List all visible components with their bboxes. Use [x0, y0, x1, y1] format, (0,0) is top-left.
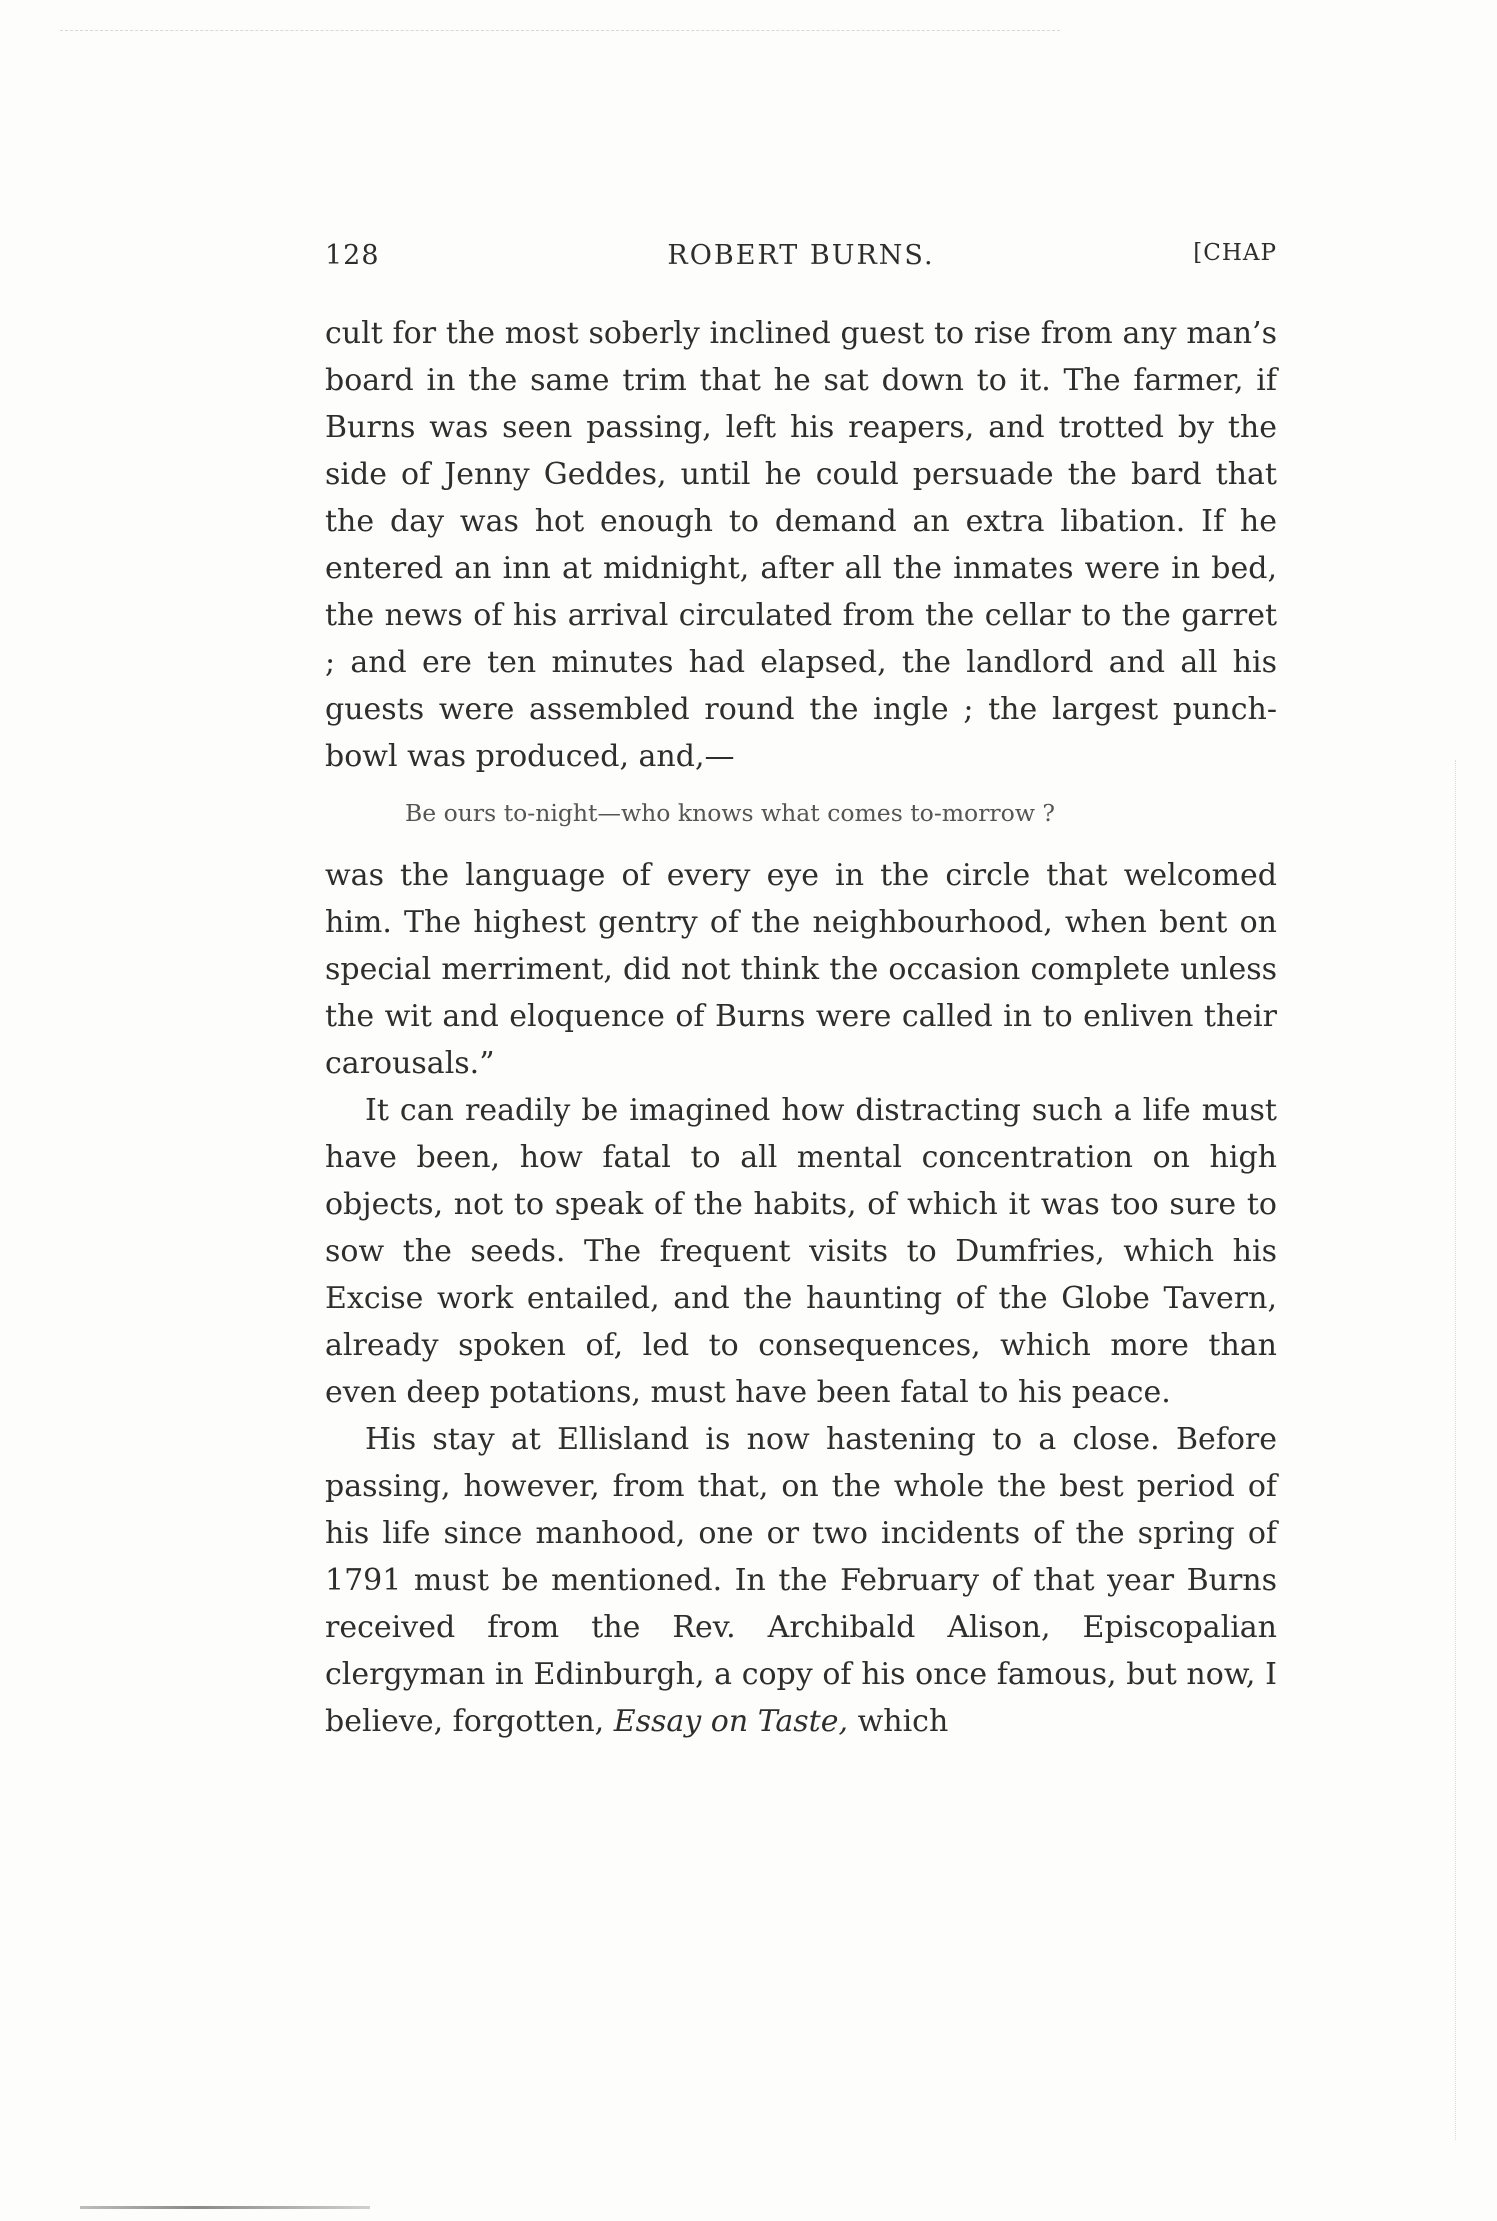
paragraph-4-end: which [857, 1704, 949, 1739]
chapter-mark: [CHAP [1193, 240, 1277, 266]
book-title: ROBERT BURNS. [667, 240, 935, 271]
body-text [325, 310, 1277, 1745]
paragraph-4 [325, 1416, 1277, 1745]
scan-artifact-top [60, 30, 1060, 33]
scan-artifact-bottom [80, 2206, 370, 2209]
paragraph-4-text: His stay at Ellisland is now hastening to a close. Before passing, however, from that, on the whole the best period of his life since manhood, one or two incidents of the spring of 1791 must be mentioned. In the February of that year Burns received from the Rev. Archibald Alison, Episcopalian clergyman in Edinburgh, a copy of his once famous, but now, I believe, forgotten, [325, 1422, 1277, 1739]
scan-artifact-right [1455, 760, 1457, 2140]
essay-title: Essay on Taste, [613, 1704, 849, 1739]
page-number: 128 [325, 240, 380, 271]
verse-quote: Be ours to-night—who knows what comes to-morrow ? [405, 799, 1056, 827]
paragraph-1: cult for the most soberly inclined guest to rise from any man’s board in the same trim that he sat down to it. The farmer, if Burns was seen passing, left his reapers, and trotted by the side of Jenny Geddes, until he could persuade the bard that the day was hot enough to demand an extra libation. If he entered an inn at midnight, after all the inmates were in bed, the news of his arrival circulated from the cellar to the garret ; and ere ten minutes had elapsed, the landlord and all his guests were assembled round the ingle ; the largest punch-bowl was produced, and,— [325, 316, 1277, 774]
paragraph-2: was the language of every eye in the circle that welcomed him. The highest gentry of the neighbourhood, when bent on special merriment, did not think the occasion complete unless the wit and eloquence of Burns were called in to enliven their carousals.” [325, 858, 1277, 1081]
book-page [325, 228, 1277, 1745]
running-head [325, 228, 1277, 280]
paragraph-3: It can readily be imagined how distracting such a life must have been, how fatal to all mental concentration on high objects, not to speak of the habits, of which it was too sure to sow the seeds. The frequent visits to Dumfries, which his Excise work entailed, and the haunting of the Globe Tavern, already spoken of, led to consequences, which more than even deep potations, must have been fatal to his peace. [325, 1093, 1277, 1410]
